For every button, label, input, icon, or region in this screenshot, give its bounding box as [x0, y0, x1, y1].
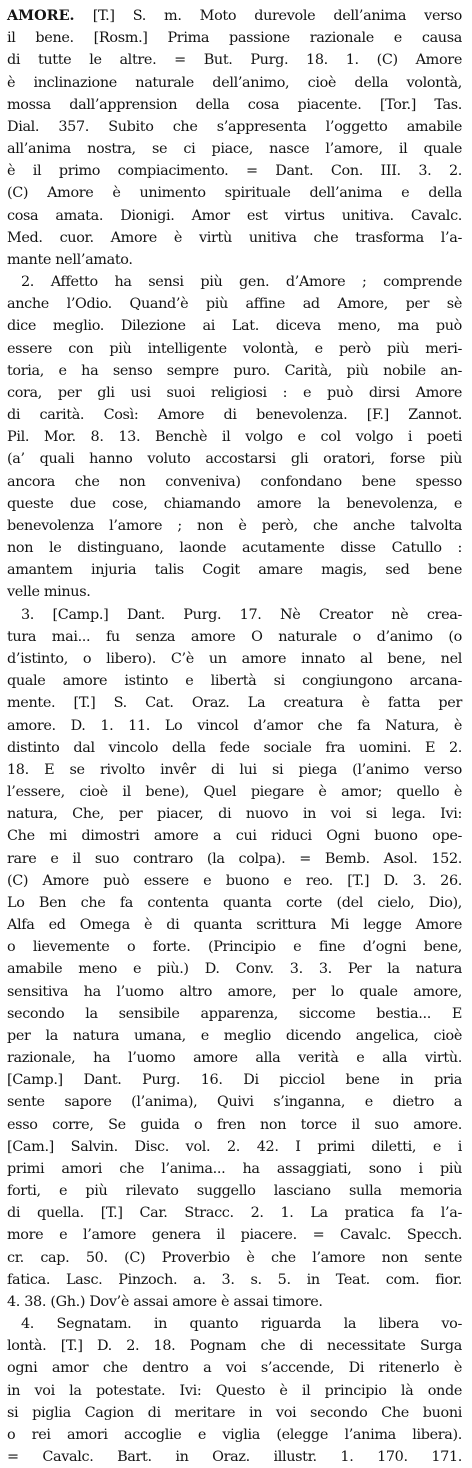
line-text: di carità. Così: Amore di benevolenza. [F.] Zannot.	[7, 407, 462, 424]
line-text: in voi la potestate. Ivi: Questo è il principio là onde	[7, 1382, 462, 1399]
entry-line	[7, 825, 462, 847]
entry-line	[7, 182, 462, 204]
entry-line	[7, 94, 462, 116]
entry-line	[7, 1357, 462, 1379]
entry-line	[7, 715, 462, 737]
line-text: Pil. Mor. 8. 13. Benchè il volgo e col volgo i poeti	[7, 429, 462, 446]
line-text: = Cavalc. Bart. in Oraz. illustr. 1. 170. 171.	[7, 1449, 462, 1466]
line-text: d’istinto, o libero). C’è un amore innato al bene, nel	[7, 650, 462, 667]
line-text: esso corre, Se guida o fren non torce il suo amore.	[7, 1116, 462, 1133]
line-text: Med. cuor. Amore è virtù unitiva che trasforma l’a-	[7, 229, 462, 246]
entry-line	[7, 648, 462, 670]
line-text: o lievemente o forte. (Principio e fine d’ogni bene,	[7, 939, 462, 956]
line-text: distinto dal vincolo della fede sociale fra uomini. E 2.	[7, 739, 462, 756]
line-text: forti, e più rilevato suggello lasciano sulla memoria	[7, 1183, 462, 1200]
line-text: Che mi dimostri amore a cui riduci Ogni buono ope-	[7, 828, 462, 845]
line-text: 18. E se rivolto invêr di lui si piega (l’animo verso	[7, 761, 462, 778]
entry-line	[7, 958, 462, 980]
entry-line	[7, 27, 462, 49]
line-text: è inclinazione naturale dell’animo, cioè della volontà,	[7, 74, 462, 91]
line-text: all’anima nostra, se ci piace, nasce l’amore, il quale	[7, 141, 462, 158]
line-text: secondo la sensibile apparenza, siccome bestia... E	[7, 1005, 462, 1022]
line-text: [T.] S. m. Moto durevole dell’anima verso	[92, 8, 462, 24]
line-text: quale amore istinto e libertà si congiungono arcana-	[7, 673, 462, 690]
line-text: essere con più intelligente volontà, e però più meri-	[7, 340, 462, 357]
line-text: toria, e ha senso sempre puro. Carità, più nobile an-	[7, 362, 462, 379]
line-text: [Cam.] Salvin. Disc. vol. 2. 42. I primi diletti, e i	[7, 1138, 462, 1155]
entry-line	[7, 116, 462, 138]
line-text: 4. 38. (Gh.) Dov’è assai amore è assai timore.	[7, 1293, 323, 1310]
line-text: per la natura umana, e meglio dicendo angelica, cioè	[7, 1027, 462, 1044]
entry-line	[7, 271, 462, 293]
entry-line	[7, 49, 462, 71]
entry-line	[7, 914, 462, 936]
entry-line	[7, 5, 462, 27]
entry-line	[7, 360, 462, 382]
entry-line	[7, 1047, 462, 1069]
entry-line	[7, 626, 462, 648]
line-text: primi amori che l’anima... ha assaggiati, sono i più	[7, 1160, 462, 1177]
entry-line	[7, 981, 462, 1003]
entry-line	[7, 315, 462, 337]
line-text: mossa dall’apprension della cosa piacente. [Tor.] Tas.	[7, 96, 462, 113]
line-text: sente sapore (l’anima), Quivi s’inganna, e dietro a	[7, 1094, 462, 1111]
entry-line	[7, 227, 462, 249]
line-text: è il primo compiacimento. = Dant. Con. III. 3. 2.	[7, 163, 462, 180]
entry-line	[7, 1136, 462, 1158]
entry-line	[7, 1202, 462, 1224]
line-text: o rei amori accoglie e viglia (elegge l’anima libera).	[7, 1427, 462, 1443]
line-text: tura mai... fu senza amore O naturale o d’animo (o	[7, 628, 462, 645]
line-text: fatica. Lasc. Pinzoch. a. 3. s. 5. in Teat. com. fior.	[7, 1271, 462, 1288]
line-text: non le distinguano, laonde acutamente disse Catullo :	[7, 540, 462, 557]
line-text: [Camp.] Dant. Purg. 16. Di picciol bene in pria	[7, 1072, 462, 1089]
entry-line	[7, 936, 462, 958]
line-text: Lo Ben che fa contenta quanta corte (del cielo, Dio),	[7, 894, 462, 911]
line-text: natura, Che, per piacer, di nuovo in voi si lega. Ivi:	[7, 806, 462, 823]
entry-line	[7, 692, 462, 714]
headword: AMORE.	[7, 7, 75, 24]
entry-line	[7, 493, 462, 515]
entry-line	[7, 72, 462, 94]
entry-line	[7, 604, 462, 626]
line-text: rare e il suo contraro (la colpa). = Bemb. Asol. 152.	[7, 850, 462, 867]
line-text: 4. Segnatam. in quanto riguarda la libera vo-	[21, 1316, 462, 1333]
entry-line	[7, 1180, 462, 1202]
entry-line	[7, 781, 462, 803]
line-text: Dial. 357. Subito che s’appresenta l’oggetto amabile	[7, 118, 462, 135]
entry-line	[7, 1402, 462, 1424]
entry-line	[7, 1446, 462, 1468]
entry-line	[7, 1158, 462, 1180]
entry-text	[7, 5, 462, 1468]
entry-line	[7, 737, 462, 759]
entry-line	[7, 1224, 462, 1246]
line-text: mante nell’amato.	[7, 251, 133, 268]
entry-line	[7, 1424, 462, 1446]
entry-line	[7, 892, 462, 914]
entry-line	[7, 293, 462, 315]
entry-line	[7, 803, 462, 825]
entry-line	[7, 581, 462, 603]
line-text: sensitiva ha l’uomo altro amore, per lo quale amore,	[7, 983, 462, 1000]
entry-line	[7, 559, 462, 581]
line-text: di tutte le altre. = But. Purg. 18. 1. (C) Amore	[7, 52, 462, 69]
entry-line	[7, 1291, 462, 1313]
entry-line	[7, 515, 462, 537]
dictionary-entry-amore	[7, 5, 462, 1468]
entry-line	[7, 205, 462, 227]
entry-line	[7, 382, 462, 404]
line-text: (C) Amore può essere e buono e reo. [T.] D. 3. 26.	[7, 872, 462, 889]
line-text: ancora che non conveniva) confondano bene spesso	[7, 473, 462, 490]
line-text: di quella. [T.] Car. Stracc. 2. 1. La pratica fa l’a-	[7, 1205, 462, 1222]
entry-line	[7, 1335, 462, 1357]
line-text: l’essere, cioè il bene), Quel piegare è amor; quello è	[7, 784, 462, 801]
entry-line	[7, 338, 462, 360]
line-text: (C) Amore è unimento spirituale dell’anima e della	[7, 185, 462, 202]
line-text: lontà. [T.] D. 2. 18. Pognam che di necessitate Surga	[7, 1338, 462, 1355]
entry-line	[7, 404, 462, 426]
line-text: 2. Affetto ha sensi più gen. d’Amore ; comprende	[21, 274, 462, 291]
line-text: (a’ quali hanno voluto accostarsi gli oratori, forse più	[7, 451, 462, 468]
entry-line	[7, 537, 462, 559]
line-text: velle minus.	[7, 584, 91, 601]
line-text: cosa amata. Dionigi. Amor est virtus unitiva. Cavalc.	[7, 207, 462, 224]
line-text: cora, per gli usi suoi religiosi : e può dirsi Amore	[7, 384, 462, 401]
line-text: mente. [T.] S. Cat. Oraz. La creatura è fatta per	[7, 695, 462, 712]
entry-line	[7, 471, 462, 493]
entry-line	[7, 426, 462, 448]
entry-line	[7, 870, 462, 892]
line-text: amore. D. 1. 11. Lo vincol d’amor che fa Natura, è	[7, 717, 462, 734]
entry-line	[7, 1313, 462, 1335]
entry-line	[7, 1091, 462, 1113]
line-text: si piglia Cagion di meritare in voi secondo Che buoni	[7, 1404, 462, 1421]
line-text: cr. cap. 50. (C) Proverbio è che l’amore non sente	[7, 1249, 462, 1266]
line-text: benevolenza l’amore ; non è però, che anche talvolta	[7, 517, 462, 534]
line-text: anche l’Odio. Quand’è più affine ad Amore, per sè	[7, 296, 462, 313]
line-text: ogni amor che dentro a voi s’accende, Di ritenerlo è	[7, 1360, 462, 1377]
entry-line	[7, 249, 462, 271]
entry-line	[7, 448, 462, 470]
line-text: razionale, ha l’uomo amore alla verità e alla virtù.	[7, 1050, 462, 1067]
entry-line	[7, 759, 462, 781]
line-text: queste due cose, chiamando amore la benevolenza, e	[7, 495, 462, 512]
entry-line	[7, 1025, 462, 1047]
entry-line	[7, 160, 462, 182]
line-text: dice meglio. Dilezione ai Lat. diceva meno, ma può	[7, 318, 462, 335]
entry-line	[7, 670, 462, 692]
entry-line	[7, 1069, 462, 1091]
entry-line	[7, 1247, 462, 1269]
entry-line	[7, 1269, 462, 1291]
line-text: 3. [Camp.] Dant. Purg. 17. Nè Creator nè crea-	[21, 606, 462, 623]
entry-line	[7, 848, 462, 870]
line-text: amantem injuria talis Cogit amare magis, sed bene	[7, 562, 462, 579]
line-text: Alfa ed Omega è di quanta scrittura Mi legge Amore	[7, 917, 462, 934]
entry-line	[7, 1380, 462, 1402]
line-text: il bene. [Rosm.] Prima passione razionale e causa	[7, 30, 462, 47]
entry-line	[7, 1114, 462, 1136]
entry-line	[7, 1003, 462, 1025]
line-text: amabile meno e più.) D. Conv. 3. 3. Per la natura	[7, 961, 462, 978]
entry-line	[7, 138, 462, 160]
line-text: more e l’amore genera il piacere. = Cavalc. Specch.	[7, 1227, 462, 1244]
